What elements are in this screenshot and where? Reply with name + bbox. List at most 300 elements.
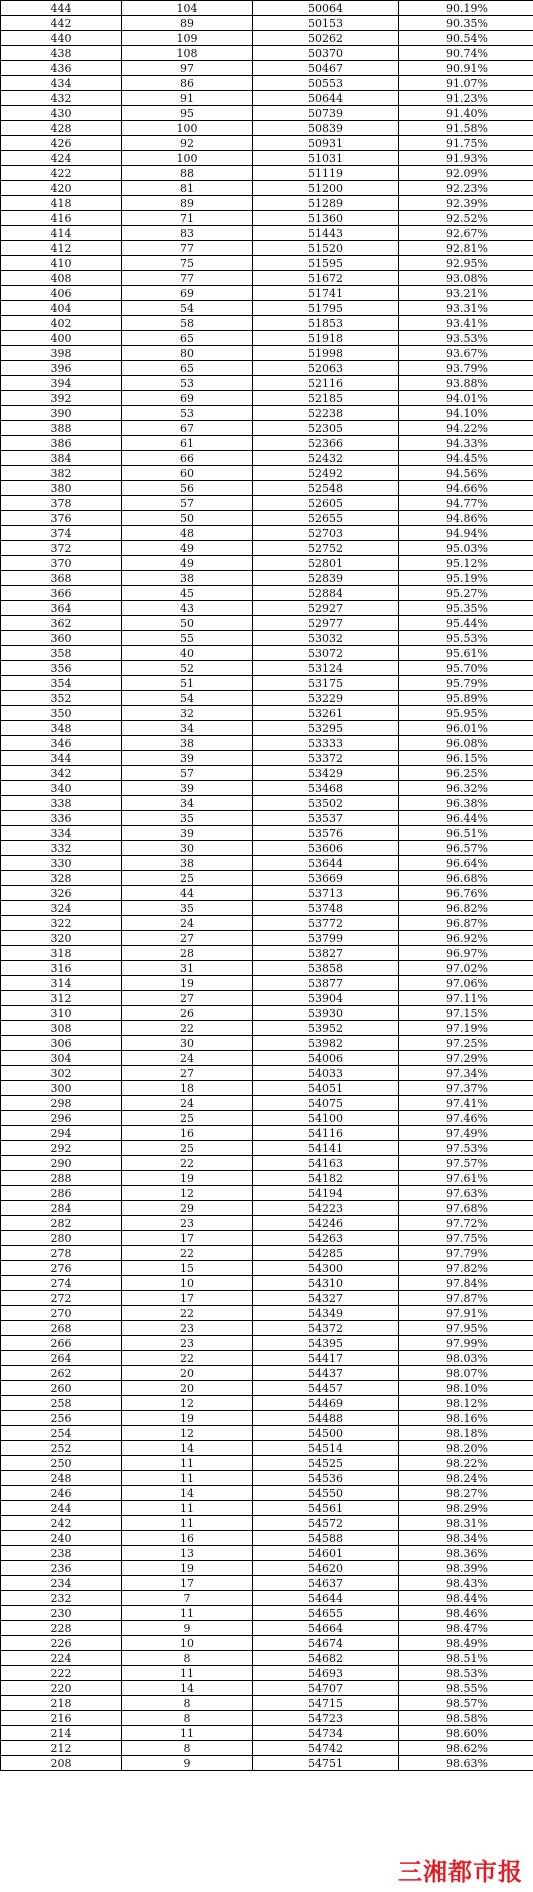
score-cell: 390 <box>1 406 122 421</box>
score-cell: 346 <box>1 736 122 751</box>
percentile-cell: 96.32% <box>399 781 533 796</box>
count-cell: 49 <box>122 556 253 571</box>
score-cell: 242 <box>1 1516 122 1531</box>
percentile-cell: 96.92% <box>399 931 533 946</box>
cumulative-cell: 54263 <box>253 1231 399 1246</box>
cumulative-cell: 52305 <box>253 421 399 436</box>
table-row <box>1 856 533 871</box>
count-cell: 22 <box>122 1156 253 1171</box>
count-cell: 19 <box>122 1561 253 1576</box>
cumulative-cell: 54349 <box>253 1306 399 1321</box>
table-row <box>1 1651 533 1666</box>
score-cell: 328 <box>1 871 122 886</box>
cumulative-cell: 54141 <box>253 1141 399 1156</box>
score-cell: 398 <box>1 346 122 361</box>
cumulative-cell: 51998 <box>253 346 399 361</box>
cumulative-cell: 52977 <box>253 616 399 631</box>
cumulative-cell: 54707 <box>253 1681 399 1696</box>
table-row <box>1 151 533 166</box>
cumulative-cell: 53772 <box>253 916 399 931</box>
percentile-cell: 91.58% <box>399 121 533 136</box>
score-cell: 392 <box>1 391 122 406</box>
table-row <box>1 961 533 976</box>
score-cell: 384 <box>1 451 122 466</box>
table-row <box>1 421 533 436</box>
percentile-cell: 98.34% <box>399 1531 533 1546</box>
score-cell: 234 <box>1 1576 122 1591</box>
cumulative-cell: 54500 <box>253 1426 399 1441</box>
table-row <box>1 1621 533 1636</box>
cumulative-cell: 52366 <box>253 436 399 451</box>
count-cell: 8 <box>122 1741 253 1756</box>
cumulative-cell: 53261 <box>253 706 399 721</box>
cumulative-cell: 52752 <box>253 541 399 556</box>
score-cell: 268 <box>1 1321 122 1336</box>
score-cell: 408 <box>1 271 122 286</box>
score-cell: 248 <box>1 1471 122 1486</box>
score-cell: 350 <box>1 706 122 721</box>
cumulative-cell: 53429 <box>253 766 399 781</box>
percentile-cell: 98.51% <box>399 1651 533 1666</box>
count-cell: 29 <box>122 1201 253 1216</box>
table-row <box>1 691 533 706</box>
cumulative-cell: 54100 <box>253 1111 399 1126</box>
cumulative-cell: 50553 <box>253 76 399 91</box>
score-cell: 264 <box>1 1351 122 1366</box>
cumulative-cell: 54182 <box>253 1171 399 1186</box>
count-cell: 14 <box>122 1486 253 1501</box>
count-cell: 55 <box>122 631 253 646</box>
table-row <box>1 1516 533 1531</box>
score-cell: 246 <box>1 1486 122 1501</box>
count-cell: 108 <box>122 46 253 61</box>
count-cell: 35 <box>122 811 253 826</box>
count-cell: 11 <box>122 1726 253 1741</box>
score-cell: 440 <box>1 31 122 46</box>
table-row <box>1 466 533 481</box>
count-cell: 67 <box>122 421 253 436</box>
count-cell: 25 <box>122 1111 253 1126</box>
count-cell: 11 <box>122 1606 253 1621</box>
score-cell: 334 <box>1 826 122 841</box>
cumulative-cell: 54715 <box>253 1696 399 1711</box>
cumulative-cell: 53124 <box>253 661 399 676</box>
cumulative-cell: 53799 <box>253 931 399 946</box>
score-cell: 330 <box>1 856 122 871</box>
count-cell: 20 <box>122 1366 253 1381</box>
percentile-cell: 97.29% <box>399 1051 533 1066</box>
table-row <box>1 991 533 1006</box>
table-row <box>1 1606 533 1621</box>
cumulative-cell: 54637 <box>253 1576 399 1591</box>
table-row <box>1 346 533 361</box>
percentile-cell: 98.55% <box>399 1681 533 1696</box>
table-row <box>1 886 533 901</box>
score-cell: 372 <box>1 541 122 556</box>
score-cell: 424 <box>1 151 122 166</box>
table-row <box>1 1756 533 1771</box>
cumulative-cell: 53229 <box>253 691 399 706</box>
count-cell: 25 <box>122 871 253 886</box>
score-cell: 294 <box>1 1126 122 1141</box>
percentile-cell: 98.57% <box>399 1696 533 1711</box>
count-cell: 27 <box>122 991 253 1006</box>
score-cell: 270 <box>1 1306 122 1321</box>
cumulative-cell: 52063 <box>253 361 399 376</box>
percentile-cell: 96.68% <box>399 871 533 886</box>
count-cell: 8 <box>122 1696 253 1711</box>
percentile-cell: 95.79% <box>399 676 533 691</box>
score-cell: 402 <box>1 316 122 331</box>
score-cell: 400 <box>1 331 122 346</box>
table-row <box>1 1426 533 1441</box>
percentile-cell: 96.57% <box>399 841 533 856</box>
score-cell: 292 <box>1 1141 122 1156</box>
percentile-cell: 97.75% <box>399 1231 533 1246</box>
table-row <box>1 451 533 466</box>
count-cell: 75 <box>122 256 253 271</box>
cumulative-cell: 53537 <box>253 811 399 826</box>
percentile-cell: 97.61% <box>399 1171 533 1186</box>
count-cell: 86 <box>122 76 253 91</box>
table-row <box>1 751 533 766</box>
table-row <box>1 1216 533 1231</box>
table-row <box>1 1741 533 1756</box>
score-cell: 220 <box>1 1681 122 1696</box>
score-cell: 356 <box>1 661 122 676</box>
count-cell: 31 <box>122 961 253 976</box>
table-row <box>1 1261 533 1276</box>
count-cell: 81 <box>122 181 253 196</box>
score-cell: 318 <box>1 946 122 961</box>
table-row <box>1 211 533 226</box>
count-cell: 89 <box>122 196 253 211</box>
score-cell: 298 <box>1 1096 122 1111</box>
score-cell: 236 <box>1 1561 122 1576</box>
score-cell: 362 <box>1 616 122 631</box>
table-row <box>1 46 533 61</box>
table-row <box>1 61 533 76</box>
score-cell: 212 <box>1 1741 122 1756</box>
percentile-cell: 98.29% <box>399 1501 533 1516</box>
count-cell: 17 <box>122 1291 253 1306</box>
cumulative-cell: 54194 <box>253 1186 399 1201</box>
table-row <box>1 931 533 946</box>
percentile-cell: 98.10% <box>399 1381 533 1396</box>
score-cell: 300 <box>1 1081 122 1096</box>
percentile-cell: 95.35% <box>399 601 533 616</box>
cumulative-cell: 52492 <box>253 466 399 481</box>
count-cell: 77 <box>122 241 253 256</box>
count-cell: 58 <box>122 316 253 331</box>
score-cell: 366 <box>1 586 122 601</box>
cumulative-cell: 53748 <box>253 901 399 916</box>
score-cell: 240 <box>1 1531 122 1546</box>
cumulative-cell: 52703 <box>253 526 399 541</box>
percentile-cell: 95.27% <box>399 586 533 601</box>
table-row <box>1 1111 533 1126</box>
percentile-cell: 95.95% <box>399 706 533 721</box>
cumulative-cell: 53502 <box>253 796 399 811</box>
cumulative-cell: 54285 <box>253 1246 399 1261</box>
count-cell: 15 <box>122 1261 253 1276</box>
table-row <box>1 1141 533 1156</box>
score-cell: 410 <box>1 256 122 271</box>
table-row <box>1 1561 533 1576</box>
count-cell: 10 <box>122 1276 253 1291</box>
score-cell: 310 <box>1 1006 122 1021</box>
count-cell: 22 <box>122 1306 253 1321</box>
table-row <box>1 1696 533 1711</box>
table-row <box>1 976 533 991</box>
table-row <box>1 1576 533 1591</box>
score-cell: 420 <box>1 181 122 196</box>
score-cell: 342 <box>1 766 122 781</box>
table-row <box>1 616 533 631</box>
percentile-cell: 94.33% <box>399 436 533 451</box>
score-cell: 208 <box>1 1756 122 1771</box>
percentile-cell: 97.91% <box>399 1306 533 1321</box>
cumulative-cell: 53827 <box>253 946 399 961</box>
score-cell: 290 <box>1 1156 122 1171</box>
table-row <box>1 286 533 301</box>
percentile-cell: 95.03% <box>399 541 533 556</box>
count-cell: 66 <box>122 451 253 466</box>
cumulative-cell: 53175 <box>253 676 399 691</box>
score-cell: 226 <box>1 1636 122 1651</box>
table-row <box>1 361 533 376</box>
count-cell: 97 <box>122 61 253 76</box>
count-cell: 39 <box>122 781 253 796</box>
percentile-cell: 94.66% <box>399 481 533 496</box>
table-row <box>1 1711 533 1726</box>
count-cell: 109 <box>122 31 253 46</box>
percentile-cell: 98.36% <box>399 1546 533 1561</box>
cumulative-cell: 51520 <box>253 241 399 256</box>
cumulative-cell: 53295 <box>253 721 399 736</box>
percentile-cell: 96.01% <box>399 721 533 736</box>
cumulative-cell: 51200 <box>253 181 399 196</box>
count-cell: 88 <box>122 166 253 181</box>
score-cell: 386 <box>1 436 122 451</box>
count-cell: 53 <box>122 376 253 391</box>
cumulative-cell: 53576 <box>253 826 399 841</box>
count-cell: 17 <box>122 1231 253 1246</box>
count-cell: 49 <box>122 541 253 556</box>
score-cell: 280 <box>1 1231 122 1246</box>
cumulative-cell: 54223 <box>253 1201 399 1216</box>
count-cell: 50 <box>122 616 253 631</box>
cumulative-cell: 54116 <box>253 1126 399 1141</box>
count-cell: 69 <box>122 286 253 301</box>
table-row <box>1 1231 533 1246</box>
percentile-cell: 94.94% <box>399 526 533 541</box>
table-row <box>1 1171 533 1186</box>
count-cell: 22 <box>122 1351 253 1366</box>
percentile-cell: 95.53% <box>399 631 533 646</box>
table-row <box>1 1021 533 1036</box>
percentile-cell: 98.24% <box>399 1471 533 1486</box>
table-row <box>1 1636 533 1651</box>
cumulative-cell: 52839 <box>253 571 399 586</box>
table-row <box>1 1396 533 1411</box>
count-cell: 23 <box>122 1216 253 1231</box>
score-cell: 282 <box>1 1216 122 1231</box>
score-cell: 444 <box>1 1 122 16</box>
count-cell: 32 <box>122 706 253 721</box>
cumulative-cell: 51672 <box>253 271 399 286</box>
table-row <box>1 1201 533 1216</box>
score-cell: 232 <box>1 1591 122 1606</box>
percentile-cell: 93.88% <box>399 376 533 391</box>
table-row <box>1 781 533 796</box>
cumulative-cell: 54674 <box>253 1636 399 1651</box>
cumulative-cell: 50839 <box>253 121 399 136</box>
cumulative-cell: 51795 <box>253 301 399 316</box>
score-cell: 224 <box>1 1651 122 1666</box>
count-cell: 19 <box>122 1411 253 1426</box>
percentile-cell: 94.10% <box>399 406 533 421</box>
percentile-cell: 92.52% <box>399 211 533 226</box>
count-cell: 12 <box>122 1396 253 1411</box>
cumulative-cell: 54742 <box>253 1741 399 1756</box>
table-row <box>1 826 533 841</box>
percentile-cell: 98.18% <box>399 1426 533 1441</box>
percentile-cell: 95.12% <box>399 556 533 571</box>
count-cell: 43 <box>122 601 253 616</box>
score-cell: 340 <box>1 781 122 796</box>
cumulative-cell: 54327 <box>253 1291 399 1306</box>
score-cell: 272 <box>1 1291 122 1306</box>
cumulative-cell: 50262 <box>253 31 399 46</box>
score-cell: 374 <box>1 526 122 541</box>
score-cell: 418 <box>1 196 122 211</box>
percentile-cell: 97.49% <box>399 1126 533 1141</box>
score-cell: 388 <box>1 421 122 436</box>
percentile-cell: 97.72% <box>399 1216 533 1231</box>
count-cell: 40 <box>122 646 253 661</box>
score-cell: 394 <box>1 376 122 391</box>
percentile-cell: 97.02% <box>399 961 533 976</box>
score-cell: 432 <box>1 91 122 106</box>
table-row <box>1 1411 533 1426</box>
count-cell: 34 <box>122 796 253 811</box>
score-cell: 214 <box>1 1726 122 1741</box>
percentile-cell: 97.06% <box>399 976 533 991</box>
table-row <box>1 76 533 91</box>
cumulative-cell: 50153 <box>253 16 399 31</box>
percentile-cell: 93.41% <box>399 316 533 331</box>
table-row <box>1 1276 533 1291</box>
percentile-cell: 97.84% <box>399 1276 533 1291</box>
percentile-cell: 90.35% <box>399 16 533 31</box>
percentile-cell: 92.09% <box>399 166 533 181</box>
score-cell: 344 <box>1 751 122 766</box>
table-row <box>1 481 533 496</box>
count-cell: 38 <box>122 571 253 586</box>
percentile-cell: 97.41% <box>399 1096 533 1111</box>
table-row <box>1 1471 533 1486</box>
count-cell: 61 <box>122 436 253 451</box>
cumulative-cell: 52655 <box>253 511 399 526</box>
count-cell: 8 <box>122 1651 253 1666</box>
percentile-cell: 97.37% <box>399 1081 533 1096</box>
percentile-cell: 98.07% <box>399 1366 533 1381</box>
cumulative-cell: 54655 <box>253 1606 399 1621</box>
percentile-cell: 94.86% <box>399 511 533 526</box>
score-cell: 364 <box>1 601 122 616</box>
count-cell: 12 <box>122 1186 253 1201</box>
cumulative-cell: 50370 <box>253 46 399 61</box>
cumulative-cell: 53032 <box>253 631 399 646</box>
table-row <box>1 331 533 346</box>
percentile-cell: 92.95% <box>399 256 533 271</box>
percentile-cell: 96.64% <box>399 856 533 871</box>
score-cell: 258 <box>1 1396 122 1411</box>
count-cell: 27 <box>122 931 253 946</box>
count-cell: 10 <box>122 1636 253 1651</box>
count-cell: 24 <box>122 916 253 931</box>
cumulative-cell: 53904 <box>253 991 399 1006</box>
cumulative-cell: 53982 <box>253 1036 399 1051</box>
count-cell: 65 <box>122 361 253 376</box>
percentile-cell: 97.25% <box>399 1036 533 1051</box>
table-row <box>1 1501 533 1516</box>
score-cell: 278 <box>1 1246 122 1261</box>
percentile-cell: 96.76% <box>399 886 533 901</box>
cumulative-cell: 52238 <box>253 406 399 421</box>
table-row <box>1 796 533 811</box>
percentile-cell: 98.03% <box>399 1351 533 1366</box>
percentile-cell: 97.11% <box>399 991 533 1006</box>
table-row <box>1 391 533 406</box>
score-cell: 336 <box>1 811 122 826</box>
cumulative-cell: 53930 <box>253 1006 399 1021</box>
score-cell: 354 <box>1 676 122 691</box>
table-row <box>1 31 533 46</box>
percentile-cell: 98.20% <box>399 1441 533 1456</box>
score-cell: 316 <box>1 961 122 976</box>
cumulative-cell: 54006 <box>253 1051 399 1066</box>
table-row <box>1 661 533 676</box>
percentile-cell: 98.22% <box>399 1456 533 1471</box>
table-row <box>1 226 533 241</box>
count-cell: 12 <box>122 1426 253 1441</box>
count-cell: 22 <box>122 1246 253 1261</box>
table-row <box>1 1486 533 1501</box>
score-cell: 378 <box>1 496 122 511</box>
score-cell: 260 <box>1 1381 122 1396</box>
score-cell: 422 <box>1 166 122 181</box>
cumulative-cell: 52185 <box>253 391 399 406</box>
score-cell: 288 <box>1 1171 122 1186</box>
count-cell: 26 <box>122 1006 253 1021</box>
score-cell: 436 <box>1 61 122 76</box>
count-cell: 44 <box>122 886 253 901</box>
score-cell: 438 <box>1 46 122 61</box>
table-row <box>1 196 533 211</box>
table-row <box>1 136 533 151</box>
table-row <box>1 301 533 316</box>
score-cell: 368 <box>1 571 122 586</box>
score-cell: 414 <box>1 226 122 241</box>
score-cell: 396 <box>1 361 122 376</box>
count-cell: 100 <box>122 121 253 136</box>
table-row <box>1 556 533 571</box>
score-cell: 332 <box>1 841 122 856</box>
cumulative-cell: 52605 <box>253 496 399 511</box>
cumulative-cell: 53333 <box>253 736 399 751</box>
